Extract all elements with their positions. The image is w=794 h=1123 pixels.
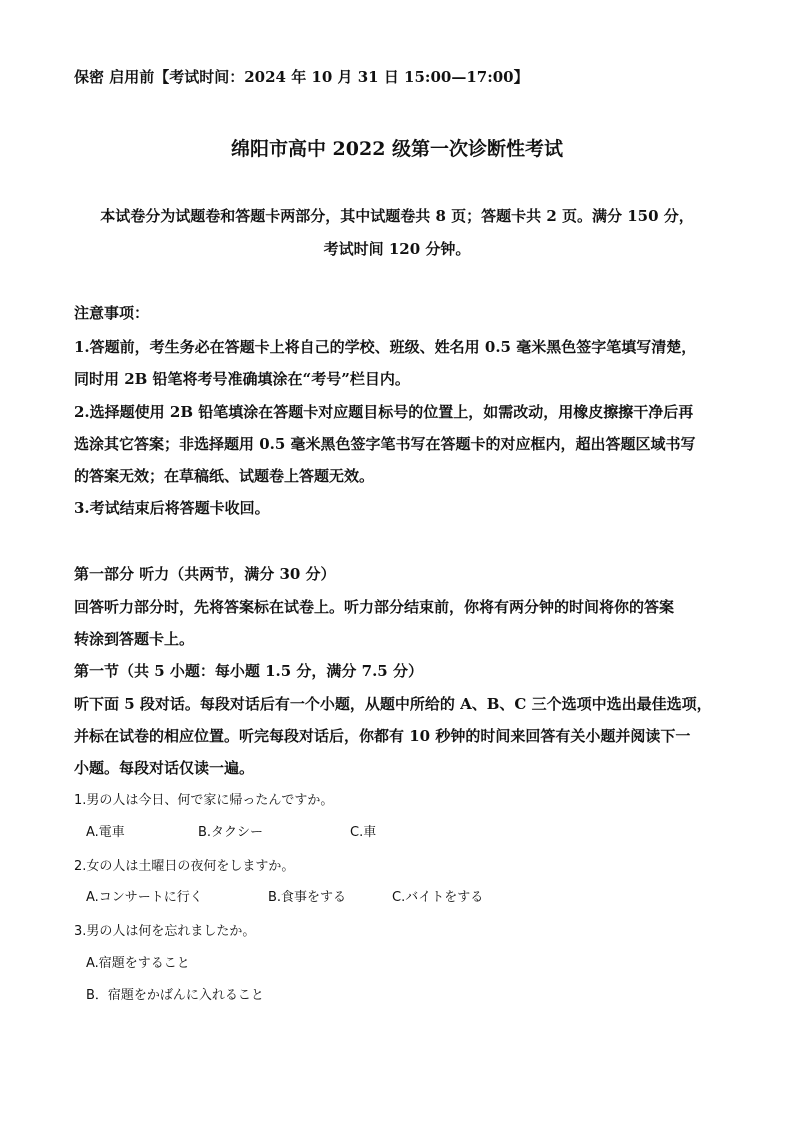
section1-line-1: 听下面 5 段对话。每段对话后有一个小题，从题中所给的 A、B、C 三个选项中选出最佳选项，	[74, 695, 712, 713]
notice-item-2-line-1: 2.选择题使用 2B 铅笔填涂在答题卡对应题目标号的位置上，如需改动，用橡皮擦擦干净后再	[74, 403, 694, 421]
notice-item-3: 3.考试结束后将答题卡收回。	[74, 499, 270, 517]
part1-desc-line-1: 回答听力部分时，先将答案标在试卷上。听力部分结束前，你将有两分钟的时间将你的答案	[74, 598, 675, 616]
question-3-option-b: B．宿題をかばんに入れること	[86, 988, 264, 1003]
question-3-stem: 3.男の人は何を忘れましたか。	[74, 924, 256, 939]
notice-item-1-line-1: 1.答题前，考生务必在答题卡上将自己的学校、班级、姓名用 0.5 毫米黑色签字笔填写清楚，	[74, 338, 697, 356]
question-2-option-c: C.バイトをする	[392, 890, 484, 905]
intro-line-1: 本试卷分为试题卷和答题卡两部分，其中试题卷共 8 页；答题卡共 2 页。满分 150 分，	[100, 207, 694, 225]
section1-heading: 第一节（共 5 小题：每小题 1.5 分，满分 7.5 分）	[74, 662, 423, 680]
section1-line-2: 并标在试卷的相应位置。听完每段对话后，你都有 10 秒钟的时间来回答有关小题并阅读下一	[74, 727, 691, 745]
notice-item-2-line-3: 的答案无效；在草稿纸、试题卷上答题无效。	[74, 467, 375, 485]
question-1-stem: 1.男の人は今日、何で家に帰ったんですか。	[74, 793, 334, 808]
page-title: 绵阳市高中 2022 级第一次诊断性考试	[230, 138, 564, 160]
question-1-option-b: B.タクシー	[198, 825, 264, 840]
notice-heading: 注意事项：	[74, 304, 150, 322]
question-1-option-c: C.車	[350, 825, 377, 840]
question-2-stem: 2.女の人は土曜日の夜何をしますか。	[74, 859, 295, 874]
section1-line-3: 小题。每段对话仅读一遍。	[74, 759, 255, 777]
confidential-header: 保密 启用前【考试时间：2024 年 10 月 31 日 15:00—17:00】	[74, 68, 529, 86]
intro-line-2: 考试时间 120 分钟。	[323, 240, 471, 258]
question-1-option-a: A.電車	[86, 825, 125, 840]
question-2-option-a: A.コンサートに行く	[86, 890, 203, 905]
question-2-option-b: B.食事をする	[268, 890, 347, 905]
notice-item-1-line-2: 同时用 2B 铅笔将考号准确填涂在“考号”栏目内。	[74, 370, 410, 388]
part1-desc-line-2: 转涂到答题卡上。	[74, 630, 195, 648]
question-3-option-a: A.宿題をすること	[86, 956, 190, 971]
part1-heading: 第一部分 听力（共两节，满分 30 分）	[74, 565, 336, 583]
notice-item-2-line-2: 选涂其它答案；非选择题用 0.5 毫米黑色签字笔书写在答题卡的对应框内，超出答题区域书写	[74, 435, 696, 453]
